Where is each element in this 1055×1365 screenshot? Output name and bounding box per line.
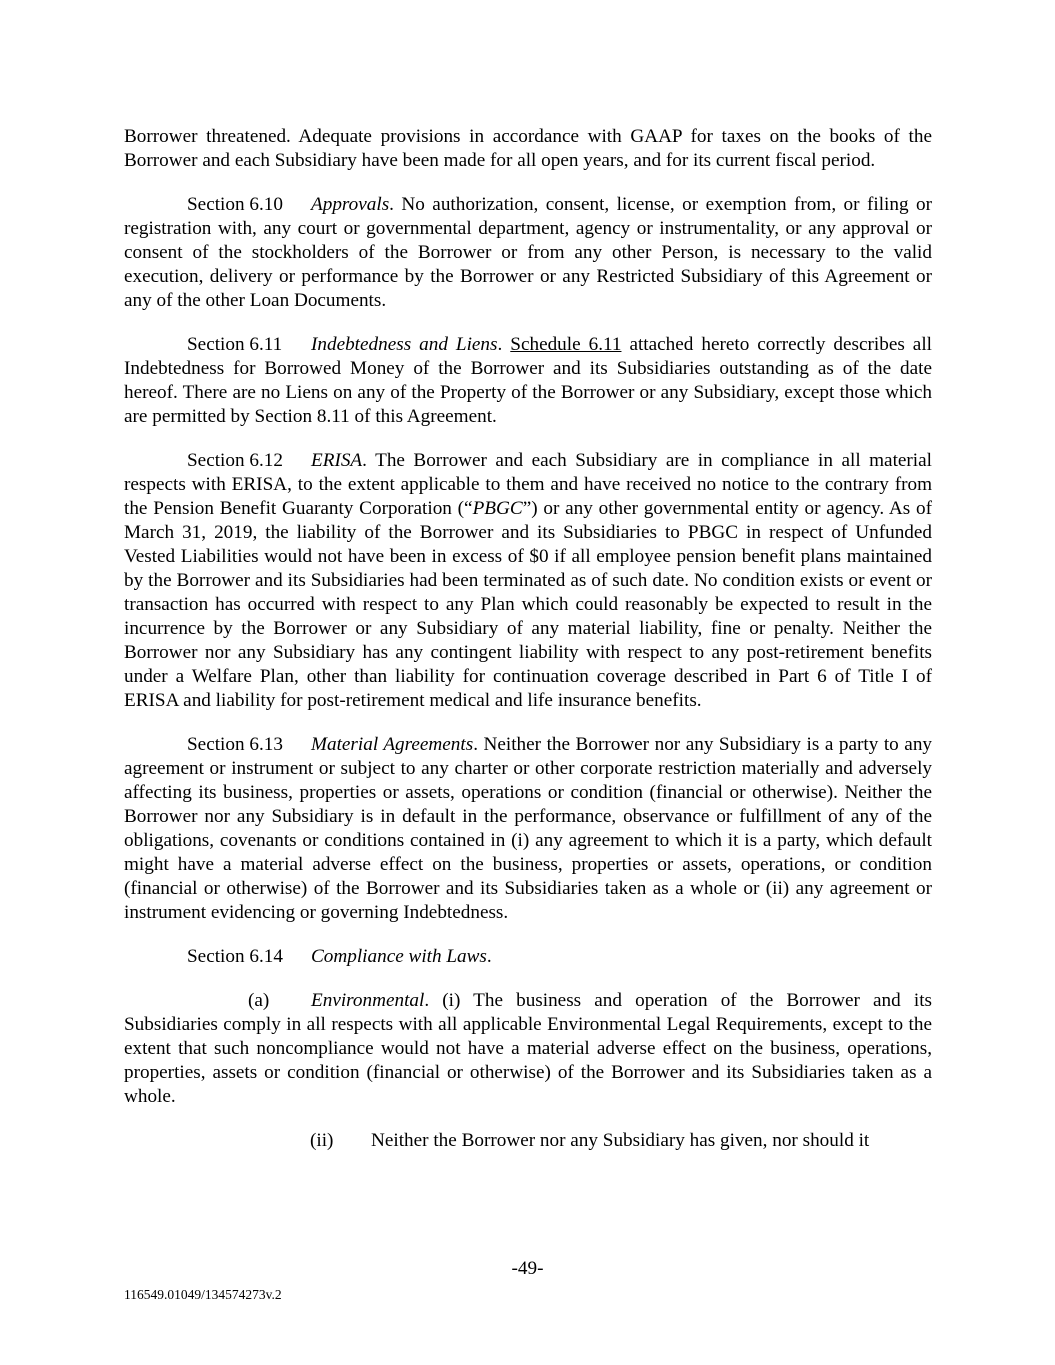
section-title: Material Agreements (311, 734, 474, 755)
section-number: Section 6.13 (187, 734, 283, 755)
section-text: The Borrower and each Subsidiary are in compliance in all material respects with ERISA, to the extent applicable to them and have received no notice to the contrary from the Pension Benefit Guaranty Corporation (“ (124, 450, 932, 519)
section-title: Approvals (311, 194, 390, 215)
paragraph-continuation (124, 125, 932, 173)
document-id: 116549.01049/134574273v.2 (124, 1287, 282, 1302)
section-title: Compliance with Laws (311, 946, 487, 967)
page-number: -49- (511, 1258, 544, 1279)
subsection-text: Neither the Borrower nor any Subsidiary has given, nor should it (371, 1130, 870, 1151)
document-body (124, 125, 932, 1173)
subsection-label: (a) (248, 990, 270, 1011)
subsection-title: Environmental (311, 990, 425, 1011)
section-6-14: Section 6.14 Compliance with Laws. (187, 946, 492, 967)
paragraph-text: Borrower threatened. Adequate provisions in accordance with GAAP for taxes on the books of the Borrower and each Subsidiary have been made for all open years, and for its current fiscal period. (124, 126, 932, 171)
section-text-continued: ”) or any other governmental entity or agency. As of March 31, 2019, the liability of the Borrower and its Subsidiaries to PBGC in respect of Unfunded Vested Liabilities would not have been in excess of $0 if all employee pension benefit plans maintained by the Borrower and its Subsidiaries had been terminated as of such date. No condition exists or event or transaction has occurred with respect to any Plan which could reasonably be expected to result in the incurrence by the Borrower or any Subsidiary of any material liability, fine or penalty. Neither the Borrower nor any Subsidiary has any contingent liability with respect to any post-retirement benefits under a Welfare Plan, other than liability for continuation coverage described in Part 6 of Title I of ERISA and liability for post-retirement medical and life insurance benefits. (124, 498, 932, 711)
section-number: Section 6.11 (187, 334, 283, 355)
section-text: attached hereto correctly describes all Indebtedness for Borrowed Money of the Borrower and its Subsidiaries outstanding as of the date hereof. There are no Liens on any of the Property of the Borrower or any Subsidiary, except those which are permitted by Section 8.11 of this Agreement. (124, 334, 932, 427)
section-6-12: Section 6.12 ERISA. The Borrower and each Subsidiary are in compliance in all material respects with ERISA, to the extent applicable to them and have received no notice to the contrary from the Pension Benefit Guaranty Corporation (“PBGC”) or any other governmental entity or agency. As of March 31, 2019, the liability of the Borrower and its Subsidiaries to PBGC in respect of Unfunded Vested Liabilities would not have been in excess of $0 if all employee pension benefit plans maintained by the Borrower and its Subsidiaries had been terminated as of such date. No condition exists or event or transaction has occurred with respect to any Plan which could reasonably be expected to result in the incurrence by the Borrower or any Subsidiary of any material liability, fine or penalty. Neither the Borrower nor any Subsidiary has any contingent liability with respect to any post-retirement benefits under a Welfare Plan, other than liability for continuation coverage described in Part 6 of Title I of ERISA and liability for post-retirement medical and life insurance benefits. (124, 450, 932, 711)
section-title: Indebtedness and Liens (311, 334, 498, 355)
subsection-label: (ii) (310, 1130, 334, 1151)
section-6-13: Section 6.13 Material Agreements. Neither the Borrower nor any Subsidiary is a party to any agreement or instrument or subject to any charter or other corporate restriction materially and adversely affecting its business, properties or assets, operations or condition (financial or otherwise). Neither the Borrower nor any Subsidiary is in default in the performance, observance or fulfillment of any of the obligations, covenants or conditions contained in (i) any agreement to which it is a party, which default might have a material adverse effect on the business, properties or assets, operations, or condition (financial or otherwise) of the Borrower and its Subsidiaries taken as a whole or (ii) any agreement or instrument evidencing or governing Indebtedness. (124, 734, 933, 923)
section-text: No authorization, consent, license, or exemption from, or filing or registration with, any court or governmental department, agency or instrumentality, or any approval or consent of the stockholders of the Borrower or from any other Person, is necessary to the valid execution, delivery or performance by the Borrower or any Restricted Subsidiary of this Agreement or any of the other Loan Documents. (124, 194, 932, 311)
subsection-6-14-a: (a) Environmental. (i) The business and operation of the Borrower and its Subsidiaries comply in all respects with all applicable Environmental Legal Requirements, except to the extent that such noncompliance would not have a material adverse effect on the business, operations, properties, assets or condition (financial or otherwise) of the Borrower and its Subsidiaries taken as a whole. (124, 990, 932, 1107)
section-text: Neither the Borrower nor any Subsidiary is a party to any agreement or instrument or subject to any charter or other corporate restriction materially and adversely affecting its business, properties or assets, operations or condition (financial or otherwise). Neither the Borrower nor any Subsidiary is in default in the performance, observance or fulfillment of any of the obligations, covenants or conditions contained in (i) any agreement to which it is a party, which default might have a material adverse effect on the business, properties or assets, operations, or condition (financial or otherwise) of the Borrower and its Subsidiaries taken as a whole or (ii) any agreement or instrument evidencing or governing Indebtedness. (124, 734, 933, 923)
section-6-10: Section 6.10 Approvals. No authorization, consent, license, or exemption from, or filing or registration with, any court or governmental department, agency or instrumentality, or any approval or consent of the stockholders of the Borrower or from any other Person, is necessary to the valid execution, delivery or performance by the Borrower or any Restricted Subsidiary of this Agreement or any of the other Loan Documents. (124, 194, 932, 311)
section-number: Section 6.12 (187, 450, 283, 471)
section-6-11: Section 6.11 Indebtedness and Liens. Schedule 6.11 attached hereto correctly describes all Indebtedness for Borrowed Money of the Borrower and its Subsidiaries outstanding as of the date hereof. There are no Liens on any of the Property of the Borrower or any Subsidiary, except those which are permitted by Section 8.11 of this Agreement. (124, 334, 932, 427)
section-title: ERISA (311, 450, 363, 471)
subsection-6-14-a-ii (124, 1129, 932, 1153)
schedule-reference: Schedule 6.11 (510, 334, 622, 355)
subsection-text: (i) The business and operation of the Borrower and its Subsidiaries comply in all respects with all applicable Environmental Legal Requirements, except to the extent that such noncompliance would not have a material adverse effect on the business, operations, properties, assets or condition (financial or otherwise) of the Borrower and its Subsidiaries taken as a whole. (124, 990, 932, 1107)
section-number: Section 6.10 (187, 194, 283, 215)
defined-term: PBGC (472, 498, 523, 519)
section-number: Section 6.14 (187, 946, 283, 967)
